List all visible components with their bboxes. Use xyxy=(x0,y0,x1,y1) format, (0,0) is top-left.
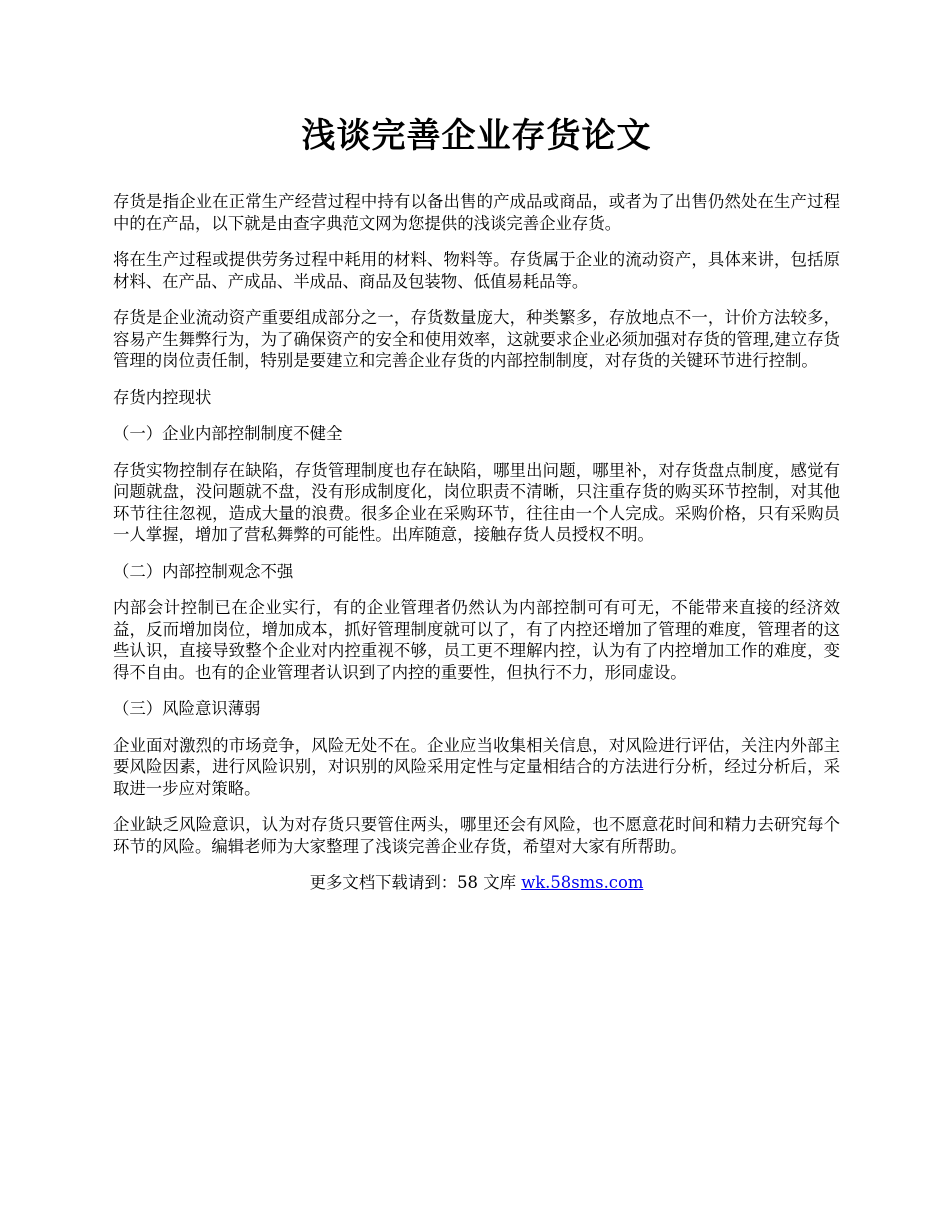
paragraph-subsection-1: 存货实物控制存在缺陷，存货管理制度也存在缺陷，哪里出问题，哪里补，对存货盘点制度，感觉有问题就盘，没问题就不盘，没有形成制度化，岗位职责不清晰，只注重存货的购买环节控制，对其他环节往往忽视，造成大量的浪费。很多企业在采购环节，往往由一个人完成。采购价格，只有采购员一人掌握，增加了营私舞弊的可能性。出库随意，接触存货人员授权不明。 xyxy=(113,460,840,544)
paragraph-subsection-3a: 企业面对激烈的市场竞争，风险无处不在。企业应当收集相关信息，对风险进行评估，关注内外部主要风险因素，进行风险识别，对识别的风险采用定性与定量相结合的方法进行分析，经过分析后，采取进一步应对策略。 xyxy=(113,735,840,798)
footer-text: 更多文档下载请到：58 文库 xyxy=(309,873,522,892)
paragraph-importance: 存货是企业流动资产重要组成部分之一，存货数量庞大，种类繁多，存放地点不一，计价方法较多，容易产生舞弊行为，为了确保资产的安全和使用效率，这就要求企业必须加强对存货的管理,建立存货管理的岗位责任制，特别是要建立和完善企业存货的内部控制制度，对存货的关键环节进行控制。 xyxy=(113,308,840,370)
paragraph-definition: 将在生产过程或提供劳务过程中耗用的材料、物料等。存货属于企业的流动资产，具体来讲，包括原材料、在产品、产成品、半成品、商品及包装物、低值易耗品等。 xyxy=(113,250,840,291)
paragraph-subsection-2: 内部会计控制已在企业实行，有的企业管理者仍然认为内部控制可有可无，不能带来直接的经济效益，反而增加岗位，增加成本，抓好管理制度就可以了，有了内控还增加了管理的难度，管理者的这些认识，直接导致整个企业对内控重视不够，员工更不理解内控，认为有了内控增加工作的难度，变得不自由。也有的企业管理者认识到了内控的重要性，但执行不力，形同虚设。 xyxy=(113,598,840,682)
section-heading-status: 存货内控现状 xyxy=(113,387,212,407)
subsection-heading-1: （一）企业内部控制制度不健全 xyxy=(113,424,343,443)
document-page xyxy=(113,112,840,894)
paragraph-intro: 存货是指企业在正常生产经营过程中持有以备出售的产成品或商品，或者为了出售仍然处在生产过程中的在产品，以下就是由查字典范文网为您提供的浅谈完善企业存货。 xyxy=(113,192,840,233)
subsection-heading-2: （二）内部控制观念不强 xyxy=(113,561,294,581)
footer-link[interactable]: wk.58sms.com xyxy=(521,873,644,892)
subsection-heading-3: （三）风险意识薄弱 xyxy=(113,699,261,718)
document-title: 浅谈完善企业存货论文 xyxy=(301,116,652,156)
download-footer xyxy=(113,872,840,894)
paragraph-subsection-3b: 企业缺乏风险意识，认为对存货只要管住两头，哪里还会有风险，也不愿意花时间和精力去研究每个环节的风险。编辑老师为大家整理了浅谈完善企业存货，希望对大家有所帮助。 xyxy=(113,815,840,856)
